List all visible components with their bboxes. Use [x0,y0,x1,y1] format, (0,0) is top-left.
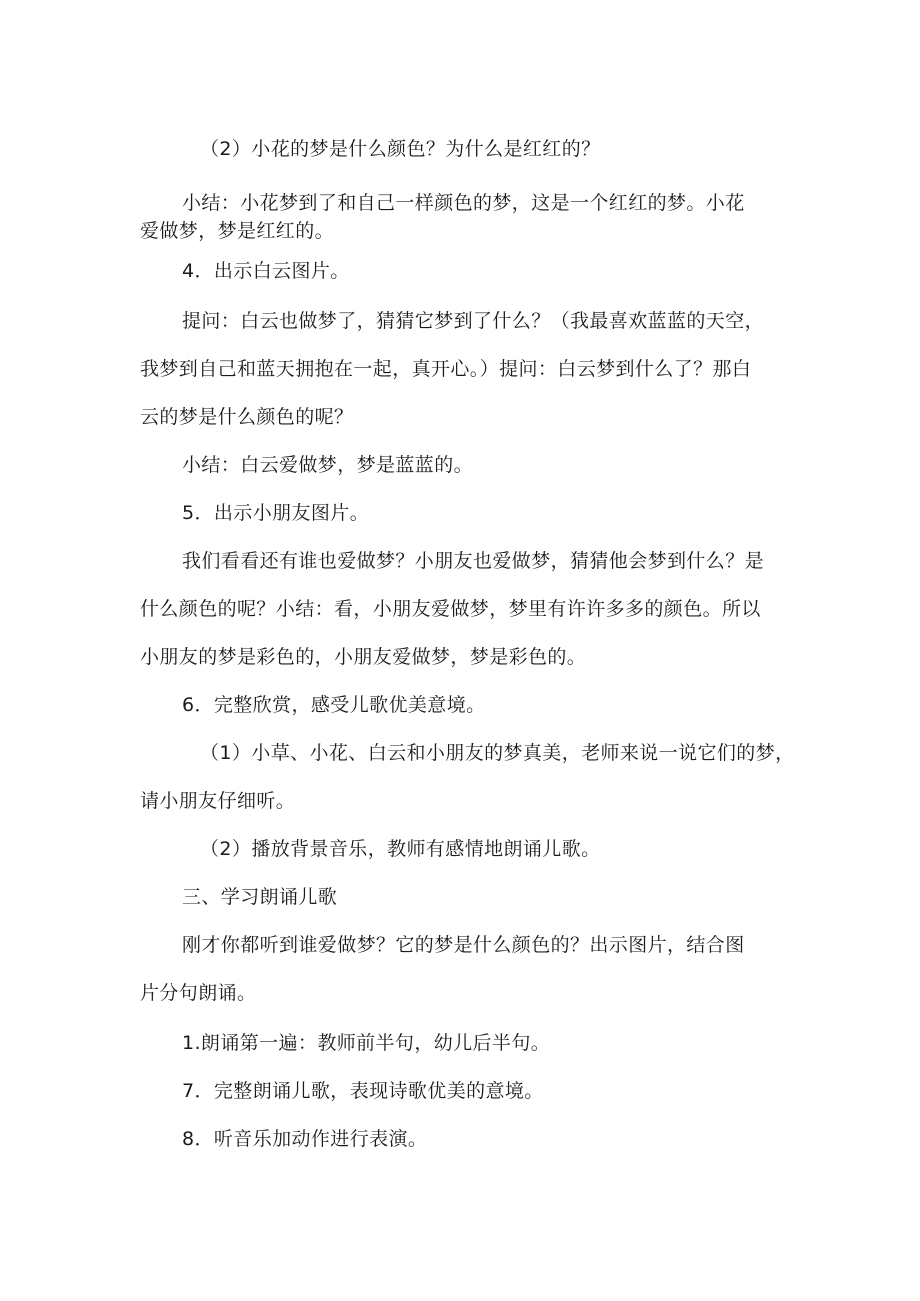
paragraph-line: 小结：小花梦到了和自己一样颜色的梦，这是一个红红的梦。小花 [182,192,745,214]
paragraph-line: 刚才你都听到谁爱做梦？它的梦是什么颜色的？出示图片，结合图 [182,934,745,956]
paragraph-line: 我们看看还有谁也爱做梦？小朋友也爱做梦，猜猜他会梦到什么？是 [182,550,765,572]
paragraph-line: （2）小花的梦是什么颜色？为什么是红红的？ [200,138,601,160]
paragraph-line: 提问：白云也做梦了，猜猜它梦到了什么？（我最喜欢蓝蓝的天空， [182,310,765,332]
numbered-item: 8．听音乐加动作进行表演。 [182,1128,428,1150]
paragraph-line: 云的梦是什么颜色的呢？ [140,406,354,428]
paragraph-line: 什么颜色的呢？小结：看，小朋友爱做梦，梦里有许许多多的颜色。所以 [140,598,761,620]
numbered-item: 5．出示小朋友图片。 [182,502,370,524]
paragraph-line: 请小朋友仔细听。 [140,790,296,812]
paragraph-line: 爱做梦，梦是红红的。 [140,220,335,242]
section-heading: 三、学习朗诵儿歌 [182,886,338,908]
numbered-item: 4．出示白云图片。 [182,260,350,282]
numbered-item: 7．完整朗诵儿歌，表现诗歌优美的意境。 [182,1080,544,1102]
paragraph-line: 小结：白云爱做梦，梦是蓝蓝的。 [182,454,474,476]
paragraph-line: 片分句朗诵。 [140,982,257,1004]
paragraph-line: 小朋友的梦是彩色的，小朋友爱做梦，梦是彩色的。 [140,646,587,668]
paragraph-line: （1）小草、小花、白云和小朋友的梦真美，老师来说一说它们的梦， [200,742,795,764]
numbered-item: 1.朗诵第一遍：教师前半句，幼儿后半句。 [182,1032,551,1054]
numbered-item: 6．完整欣赏，感受儿歌优美意境。 [182,694,486,716]
paragraph-line: （2）播放背景音乐，教师有感情地朗诵儿歌。 [200,838,601,860]
paragraph-line: 我梦到自己和蓝天拥抱在一起，真开心。）提问：白云梦到什么了？那白 [140,358,752,380]
